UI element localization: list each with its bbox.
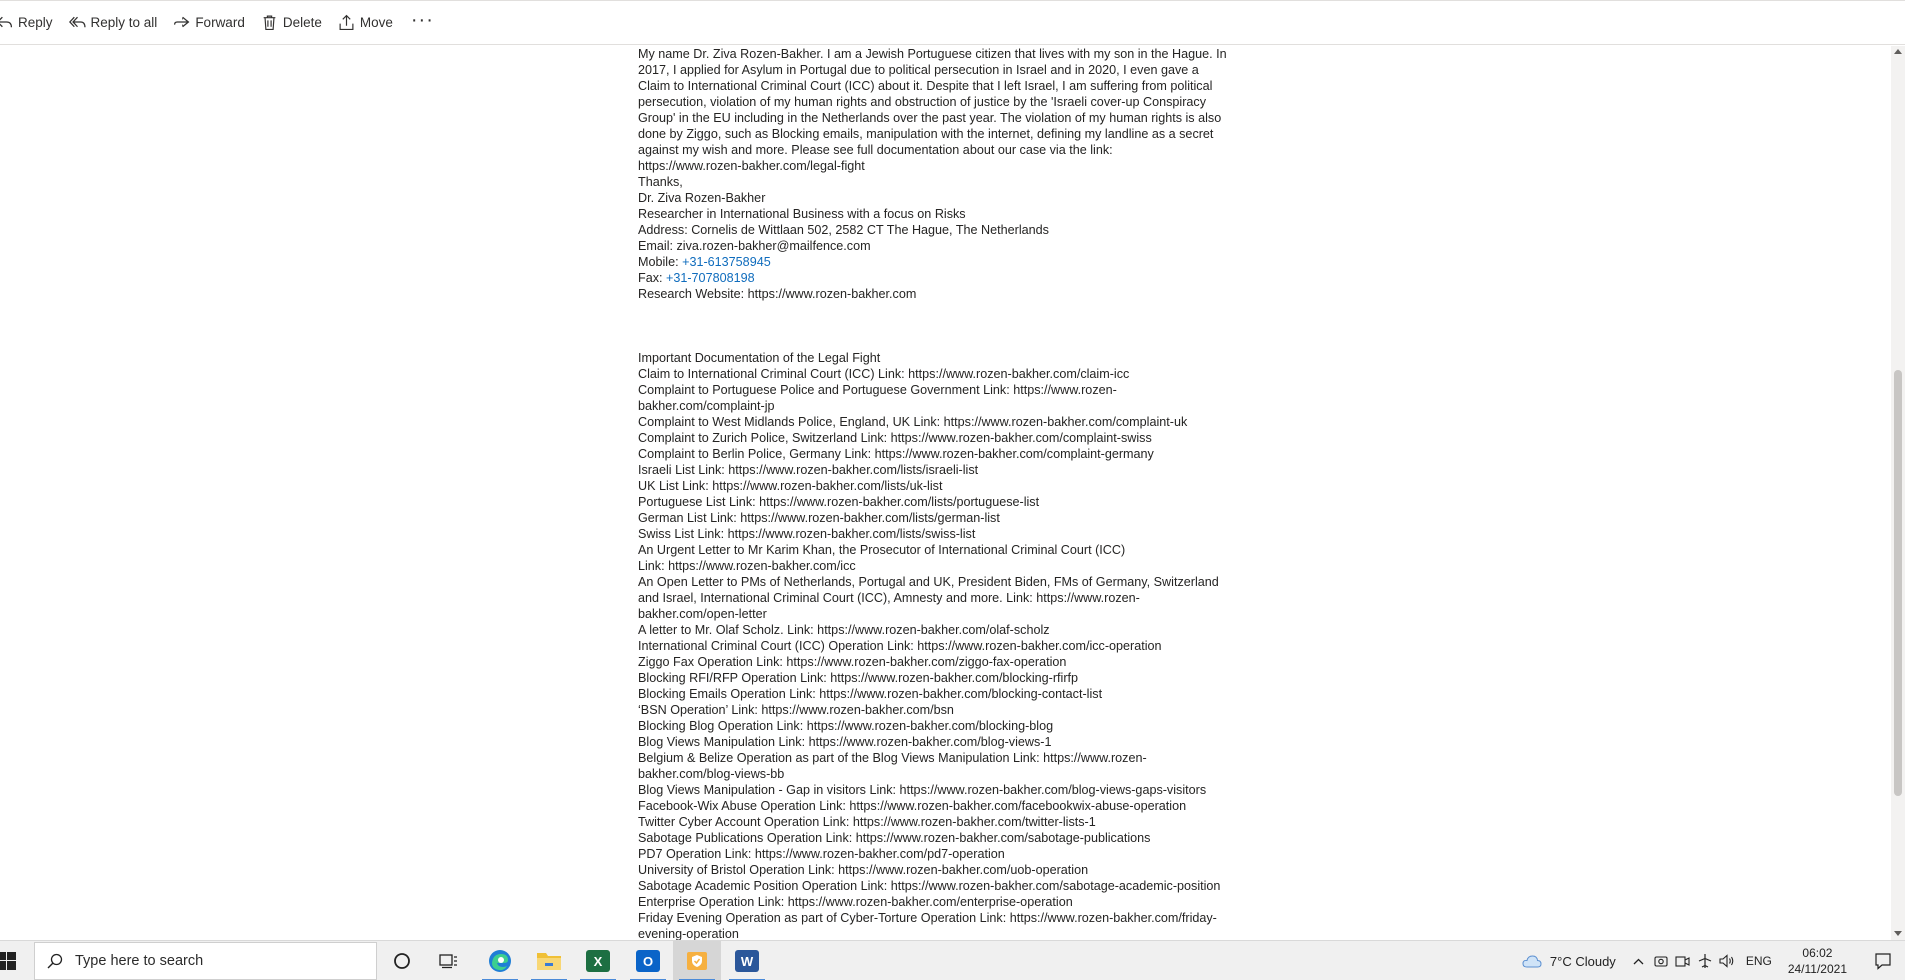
windows-logo-icon [0, 952, 16, 970]
forward-label: Forward [195, 15, 245, 30]
paragraph-line: done by Ziggo, such as Blocking emails, manipulation with the internet, defining my landline as a secret [638, 127, 1214, 141]
reply-label: Reply [18, 15, 53, 30]
notification-speech-bubble-icon [1874, 952, 1892, 970]
documentation-link-line: Complaint to Portuguese Police and Portuguese Government Link: https://www.rozen- [638, 383, 1117, 397]
paragraph-line: persecution, violation of my human rights and obstruction of justice by the 'Israeli cover-up Conspiracy [638, 95, 1207, 109]
documentation-link-line: Blocking Blog Operation Link: https://www.rozen-bakher.com/blocking-blog [638, 719, 1054, 733]
documentation-link-line: Blocking Emails Operation Link: https://www.rozen-bakher.com/blocking-contact-list [638, 687, 1103, 701]
outlook-icon: O [636, 950, 660, 972]
scroll-up-arrow-icon[interactable] [1894, 49, 1902, 54]
shield-app-icon [685, 949, 709, 973]
documentation-link-line: Enterprise Operation Link: https://www.rozen-bakher.com/enterprise-operation [638, 895, 1073, 909]
paragraph-line: Claim to International Criminal Court (ICC) about it. Despite that I left Israel, I am suffering from political [638, 79, 1213, 93]
taskbar-search-box[interactable] [34, 942, 377, 980]
message-body [638, 46, 1238, 940]
word-taskbar-icon[interactable] [723, 941, 771, 980]
windows-taskbar [0, 940, 1905, 980]
reply-button[interactable] [0, 7, 61, 39]
forward-button[interactable] [165, 7, 253, 39]
edge-taskbar-icon[interactable] [476, 941, 524, 980]
documentation-link-line: An Open Letter to PMs of Netherlands, Portugal and UK, President Biden, FMs of Germany, Switzerland [638, 575, 1219, 589]
reply-all-label: Reply to all [90, 15, 158, 30]
weather-temperature: 7°C [1549, 953, 1572, 969]
vertical-scrollbar[interactable] [1891, 46, 1905, 940]
paragraph-line: My name Dr. Ziva Rozen-Bakher. I am a Jewish Portuguese citizen that lives with my son in the Hague. In [638, 47, 1227, 61]
task-view-button[interactable] [425, 941, 473, 980]
camera-tray-icon[interactable] [1650, 941, 1672, 980]
weather-description: Cloudy [1575, 953, 1616, 969]
signature-mobile [638, 254, 1238, 270]
input-language-indicator[interactable]: ENG [1745, 954, 1772, 968]
weather-widget[interactable] [1522, 954, 1616, 969]
documentation-link-line: Complaint to Berlin Police, Germany Link: https://www.rozen-bakher.com/complaint-germany [638, 447, 1154, 461]
show-hidden-icons-chevron-up-icon[interactable] [1628, 941, 1650, 980]
documentation-link-line: Portuguese List Link: https://www.rozen-bakher.com/lists/portuguese-list [638, 495, 1040, 509]
intro-paragraph [638, 46, 1238, 174]
action-center-button[interactable] [1861, 941, 1905, 980]
documentation-link-line: Twitter Cyber Account Operation Link: https://www.rozen-bakher.com/twitter-lists-1 [638, 815, 1096, 829]
documentation-link-line: Belgium & Belize Operation as part of the Blog Views Manipulation Link: https://www.rozen- [638, 751, 1147, 765]
word-icon: W [735, 950, 759, 972]
documentation-link-line: and Israel, International Criminal Court (ICC), Amnesty and more. Link: https://www.rozen- [638, 591, 1140, 605]
signature-email: Email: ziva.rozen-bakher@mailfence.com [638, 239, 871, 253]
documentation-link-line: evening-operation [638, 927, 739, 940]
signature-name: Dr. Ziva Rozen-Bakher [638, 191, 766, 205]
documentation-link-line: Ziggo Fax Operation Link: https://www.rozen-bakher.com/ziggo-fax-operation [638, 655, 1067, 669]
fax-label: Fax: [638, 271, 666, 285]
meet-now-tray-icon[interactable] [1672, 941, 1694, 980]
documentation-link-line: Sabotage Academic Position Operation Link: https://www.rozen-bakher.com/sabotage-academic-position [638, 879, 1221, 893]
excel-icon: X [586, 950, 610, 972]
signature-address: Address: Cornelis de Wittlaan 502, 2582 CT The Hague, The Netherlands [638, 223, 1049, 237]
documentation-link-line: Facebook-Wix Abuse Operation Link: https://www.rozen-bakher.com/facebookwix-abuse-operation [638, 799, 1187, 813]
signature-website: Research Website: https://www.rozen-bakher.com [638, 287, 917, 301]
excel-taskbar-icon[interactable] [574, 941, 622, 980]
start-button[interactable] [0, 941, 24, 980]
documentation-link-line: Sabotage Publications Operation Link: https://www.rozen-bakher.com/sabotage-publications [638, 831, 1151, 845]
signature-role: Researcher in International Business with a focus on Risks [638, 207, 966, 221]
scrollbar-thumb[interactable] [1894, 370, 1902, 796]
reading-pane[interactable] [0, 46, 1891, 940]
reply-all-icon [69, 14, 86, 31]
system-tray [1522, 941, 1905, 980]
documentation-list [638, 366, 1238, 940]
reply-icon [0, 14, 13, 31]
signature-fax [638, 270, 1238, 286]
reply-all-button[interactable] [61, 7, 166, 39]
edge-browser-icon [487, 948, 513, 974]
mobile-phone-link[interactable]: +31-613758945 [682, 255, 771, 269]
scroll-down-arrow-icon[interactable] [1894, 931, 1902, 936]
documentation-link-line: Claim to International Criminal Court (ICC) Link: https://www.rozen-bakher.com/claim-icc [638, 367, 1130, 381]
airplane-mode-icon[interactable] [1694, 941, 1716, 980]
documentation-link-line: ‘BSN Operation’ Link: https://www.rozen-bakher.com/bsn [638, 703, 954, 717]
paragraph-line: 2017, I applied for Asylum in Portugal due to political persecution in Israel and in 2020, I even gave a [638, 63, 1199, 77]
documentation-link-line: A letter to Mr. Olaf Scholz. Link: https://www.rozen-bakher.com/olaf-scholz [638, 623, 1050, 637]
documentation-link-line: Friday Evening Operation as part of Cyber-Torture Operation Link: https://www.rozen-bakher.com/friday- [638, 911, 1217, 925]
delete-label: Delete [282, 15, 322, 30]
message-toolbar [0, 0, 1905, 45]
paragraph-line: https://www.rozen-bakher.com/legal-fight [638, 159, 865, 173]
documentation-link-line: Link: https://www.rozen-bakher.com/icc [638, 559, 856, 573]
documentation-link-line: bakher.com/open-letter [638, 607, 767, 621]
documentation-link-line: International Criminal Court (ICC) Operation Link: https://www.rozen-bakher.com/icc-operation [638, 639, 1162, 653]
search-icon [47, 953, 63, 969]
paragraph-line: Group' in the EU including in the Netherlands over the past year. The violation of my human rights is also [638, 111, 1222, 125]
more-actions-button[interactable]: ··· [410, 8, 434, 31]
folder-icon [536, 950, 562, 972]
mobile-label: Mobile: [638, 255, 683, 269]
volume-speaker-icon[interactable] [1716, 941, 1738, 980]
documentation-link-line: Blocking RFI/RFP Operation Link: https://www.rozen-bakher.com/blocking-rfirfp [638, 671, 1079, 685]
documentation-link-line: PD7 Operation Link: https://www.rozen-bakher.com/pd7-operation [638, 847, 1005, 861]
signoff-thanks: Thanks, [638, 175, 683, 189]
documentation-heading: Important Documentation of the Legal Fight [638, 351, 881, 365]
documentation-link-line: bakher.com/blog-views-bb [638, 767, 785, 781]
documentation-link-line: German List Link: https://www.rozen-bakher.com/lists/german-list [638, 511, 1000, 525]
task-view-icon [439, 952, 459, 970]
security-app-taskbar-icon[interactable] [673, 941, 721, 980]
documentation-link-line: Swiss List Link: https://www.rozen-bakher.com/lists/swiss-list [638, 527, 976, 541]
cortana-button[interactable] [378, 941, 426, 980]
forward-icon [173, 14, 190, 31]
move-icon [338, 14, 355, 31]
documentation-link-line: bakher.com/complaint-jp [638, 399, 775, 413]
documentation-link-line: An Urgent Letter to Mr Karim Khan, the Prosecutor of International Criminal Court (ICC) [638, 543, 1126, 557]
outlook-taskbar-icon[interactable] [624, 941, 672, 980]
clock-time: 06:02 [1802, 946, 1833, 960]
move-button[interactable] [330, 7, 401, 39]
trash-icon [261, 14, 278, 31]
paragraph-line: against my wish and more. Please see full documentation about our case via the link: [638, 143, 1113, 157]
blank-space [638, 302, 1238, 350]
system-clock[interactable] [1788, 945, 1847, 977]
clock-date: 24/11/2021 [1787, 962, 1847, 976]
documentation-link-line: Complaint to West Midlands Police, England, UK Link: https://www.rozen-bakher.com/complaint-uk [638, 415, 1188, 429]
fax-phone-link[interactable]: +31-707808198 [666, 271, 755, 285]
documentation-link-line: Israeli List Link: https://www.rozen-bakher.com/lists/israeli-list [638, 463, 979, 477]
cloud-icon [1522, 954, 1542, 968]
file-explorer-taskbar-icon[interactable] [525, 941, 573, 980]
documentation-link-line: UK List Link: https://www.rozen-bakher.com/lists/uk-list [638, 479, 943, 493]
documentation-link-line: Blog Views Manipulation Link: https://www.rozen-bakher.com/blog-views-1 [638, 735, 1052, 749]
documentation-link-line: University of Bristol Operation Link: https://www.rozen-bakher.com/uob-operation [638, 863, 1089, 877]
cortana-circle-icon [393, 952, 411, 970]
documentation-link-line: Complaint to Zurich Police, Switzerland Link: https://www.rozen-bakher.com/complaint-swiss [638, 431, 1152, 445]
documentation-link-line: Blog Views Manipulation - Gap in visitors Link: https://www.rozen-bakher.com/blog-views-gaps-visitors [638, 783, 1207, 797]
delete-button[interactable] [253, 7, 330, 39]
move-label: Move [359, 15, 393, 30]
taskbar-search-input[interactable] [75, 953, 355, 969]
